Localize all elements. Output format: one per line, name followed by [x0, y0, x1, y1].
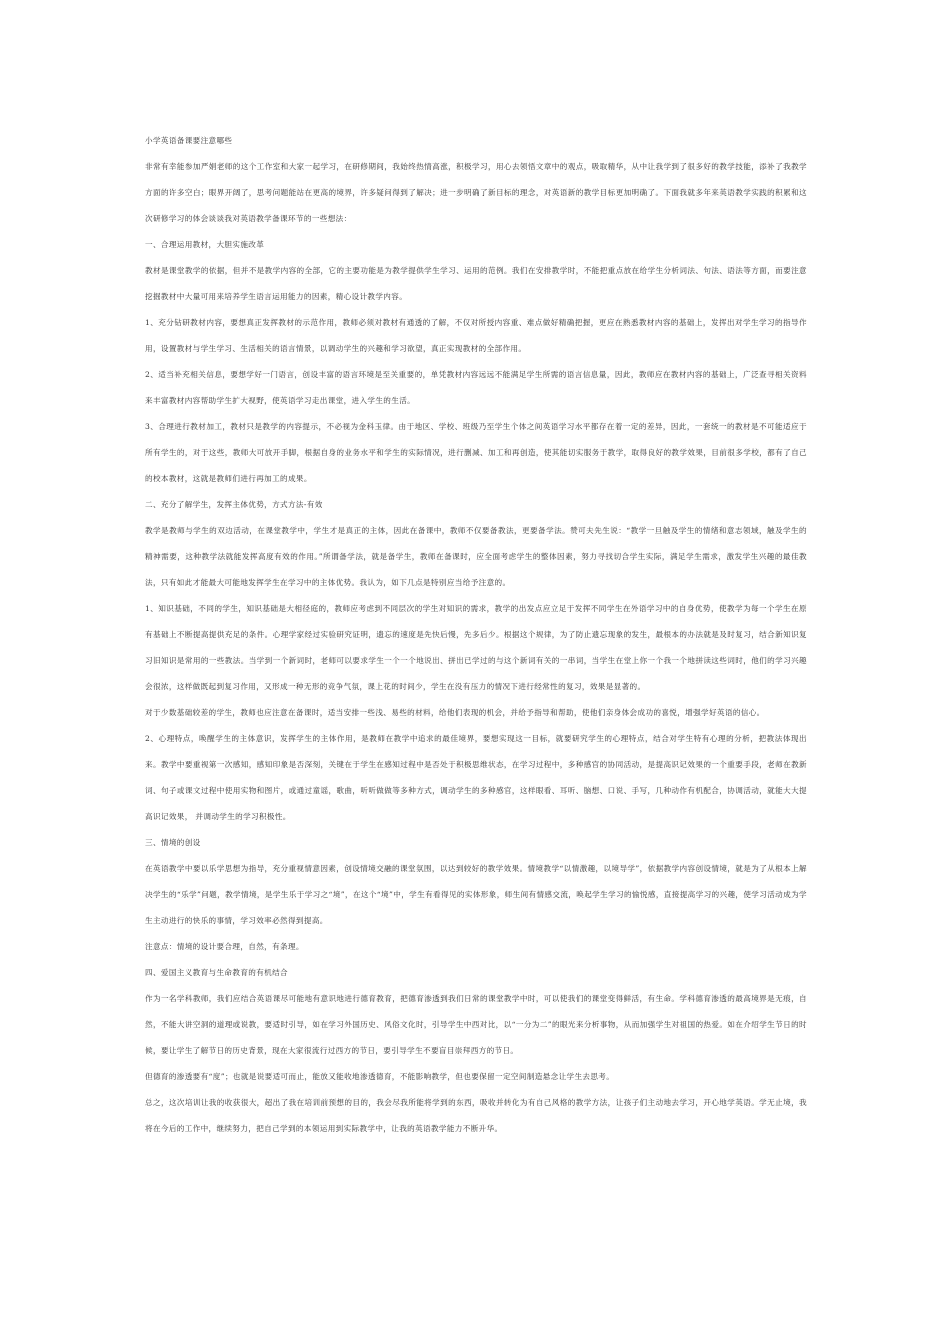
- section-heading-1: 一、合理运用教材，大胆实施改革: [145, 240, 265, 249]
- paragraph: 2、心理特点，唤醒学生的主体意识，发挥学生的主体作用，是教师在教学中追求的最佳境界，要想实现这一目标，就要研究学生的心理特点，结合对学生特有心理的分析，把教法体现出来。教学中要重视第一次感知，感知印象是否深刻，关键在于学生在感知过程中是否处于积极思维状态，在学习过程中，多种感官的协同活动，是提高识记效果的一个重要手段，老师在教新词、句子或课文过程中使用实物和图片，或通过童谣，歌曲，听听做做等多种方式，调动学生的多种感官，这样眼看、耳听、脑想、口说、手写，几种动作有机配合，协调活动，就能大大提高识记效果， 并调动学生的学习积极性。: [145, 734, 807, 821]
- paragraph-conclusion: 总之，这次培训让我的收获很大，超出了我在培训前预想的目的，我会尽我所能将学到的东西，吸收并转化为有自己风格的教学方法，让孩子们主动地去学习，开心地学英语。学无止境，我将在今后的工作中，继续努力，把自己学到的本领运用到实际教学中，让我的英语教学能力不断升华。: [145, 1098, 807, 1133]
- paragraph-note: 注意点：情境的设计要合理，自然，有条理。: [145, 942, 304, 951]
- paragraph: 但德育的渗透要有“度”；也就是说要适可而止，能放又能收地渗透德育，不能影响教学，但也要保留一定空间制造悬念让学生去思考。: [145, 1072, 615, 1081]
- paragraph: 在英语教学中要以乐学思想为指导，充分重视情意因素，创设情境交融的课堂氛围，以达到较好的教学效果。情境教学“以情激趣，以境导学”，依据教学内容创设情境，就是为了从根本上解决学生的“乐学”问题，教学情境，是学生乐于学习之“境”，在这个“境”中，学生有看得见的实体形象，师生间有情感交流，唤起学生学习的愉悦感，直接提高学习的兴趣，使学习活动成为学生主动进行的快乐的事情，学习效率必然得到提高。: [145, 864, 807, 925]
- paragraph: 作为一名学科教师，我们应结合英语课尽可能地有意识地进行德育教育，把德育渗透到我们日常的课堂教学中时，可以使我们的课堂变得鲜活，有生命。学科德育渗透的最高境界是无痕，自然，不能大讲空洞的道理或说教，要适时引导，如在学习外国历史、风俗文化时，引导学生中西对比，以“一分为二”的眼光来分析事物，从而加强学生对祖国的热爱。如在介绍学生节日的时候，要让学生了解节日的历史背景，现在大家很流行过西方的节日，要引导学生不要盲目崇拜西方的节日。: [145, 994, 807, 1055]
- paragraph-intro: 非常有幸能参加严娟老师的这个工作室和大家一起学习，在研修期间，我始终热情高涨，积极学习，用心去领悟文章中的观点，吸取精华，从中让我学到了很多好的教学技能，添补了我教学方面的许多空白；眼界开阔了，思考问题能站在更高的境界，许多疑问得到了解决；进一步明确了新目标的理念，对英语新的教学目标更加明确了。下面我就多年来英语教学实践的积累和这次研修学习的体会谈谈我对英语教学备课环节的一些想法：: [145, 162, 807, 223]
- section-heading-4: 四、爱国主义教育与生命教育的有机结合: [145, 968, 288, 977]
- document-title: 小学英语备课要注意哪些: [145, 136, 233, 145]
- paragraph: 3、合理进行教材加工，教材只是教学的内容提示，不必视为金科玉律。由于地区、学校、班级乃至学生个体之间英语学习水平都存在着一定的差异，因此，一套统一的教材是不可能适应于所有学生的，对于这些，教师大可放开手脚，根据自身的业务水平和学生的实际情况，进行删减、加工和再创造，使其能切实服务于教学，取得良好的教学效果，目前很多学校，都有了自己的校本教材，这就是教师们进行再加工的成果。: [145, 422, 807, 483]
- paragraph: 1、知识基础，不同的学生，知识基础是大相径庭的，教师应考虑到不同层次的学生对知识的需求，教学的出发点应立足于发挥不同学生在外语学习中的自身优势，使教学为每一个学生在原有基础上不断提高提供充足的条件。心理学家经过实验研究证明，遗忘的速度是先快后慢，先多后少。根据这个规律，为了防止遗忘现象的发生，最根本的办法就是及时复习，结合新知识复习旧知识是常用的一些教法。当学到一个新词时，老师可以要求学生一个一个地说出、拼出已学过的与这个新词有关的一串词，当学生在堂上你一个我一个地拼读这些词时，他们的学习兴趣会很浓，这样做既起到复习作用，又形成一种无形的竞争气氛，课上花的时间少，学生在没有压力的情况下进行经常性的复习，效果是显著的。: [145, 604, 807, 691]
- paragraph: 对于少数基础较差的学生，教师也应注意在备课时，适当安排一些浅、易些的材料，给他们表现的机会，并给予指导和帮助，使他们亲身体会成功的喜悦，增强学好英语的信心。: [145, 708, 765, 717]
- section-heading-3: 三、情境的创设: [145, 838, 201, 847]
- section-heading-2: 二、充分了解学生，发挥主体优势，方式方法-有效: [145, 500, 323, 509]
- paragraph: 教材是课堂教学的依据，但并不是教学内容的全部，它的主要功能是为教学提供学生学习、运用的范例。我们在安排教学时，不能把重点放在给学生分析词法、句法、语法等方面，而要注意挖掘教材中大量可用来培养学生语言运用能力的因素，精心设计教学内容。: [145, 266, 807, 301]
- paragraph: 2、适当补充相关信息，要想学好一门语言，创设丰富的语言环境是至关重要的，单凭教材内容远远不能满足学生所需的语言信息量，因此，教师应在教材内容的基础上，广泛查寻相关资料来丰富教材内容帮助学生扩大视野，使英语学习走出课堂，进入学生的生活。: [145, 370, 807, 405]
- document-body: [145, 128, 807, 1142]
- paragraph: 1、充分钻研教材内容，要想真正发挥教材的示范作用，教师必须对教材有通透的了解，不仅对所授内容重、难点做好精确把握，更应在熟悉教材内容的基础上，发挥出对学生学习的指导作用，设置教材与学生学习、生活相关的语言情景，以调动学生的兴趣和学习欲望，真正实现教材的全部作用。: [145, 318, 807, 353]
- paragraph: 教学是教师与学生的双边活动，在课堂教学中，学生才是真正的主体，因此在备课中，教师不仅要备教法，更要备学法。赞可夫先生说：“教学一旦触及学生的情绪和意志领域，触及学生的精神需要，这种教学法就能发挥高度有效的作用。”所谓备学法，就是备学生，教师在备课时，应全面考虑学生的整体因素，努力寻找切合学生实际，满足学生需求，激发学生兴趣的最佳教法，只有如此才能最大可能地发挥学生在学习中的主体优势。我认为，如下几点是特别应当给予注意的。: [145, 526, 807, 587]
